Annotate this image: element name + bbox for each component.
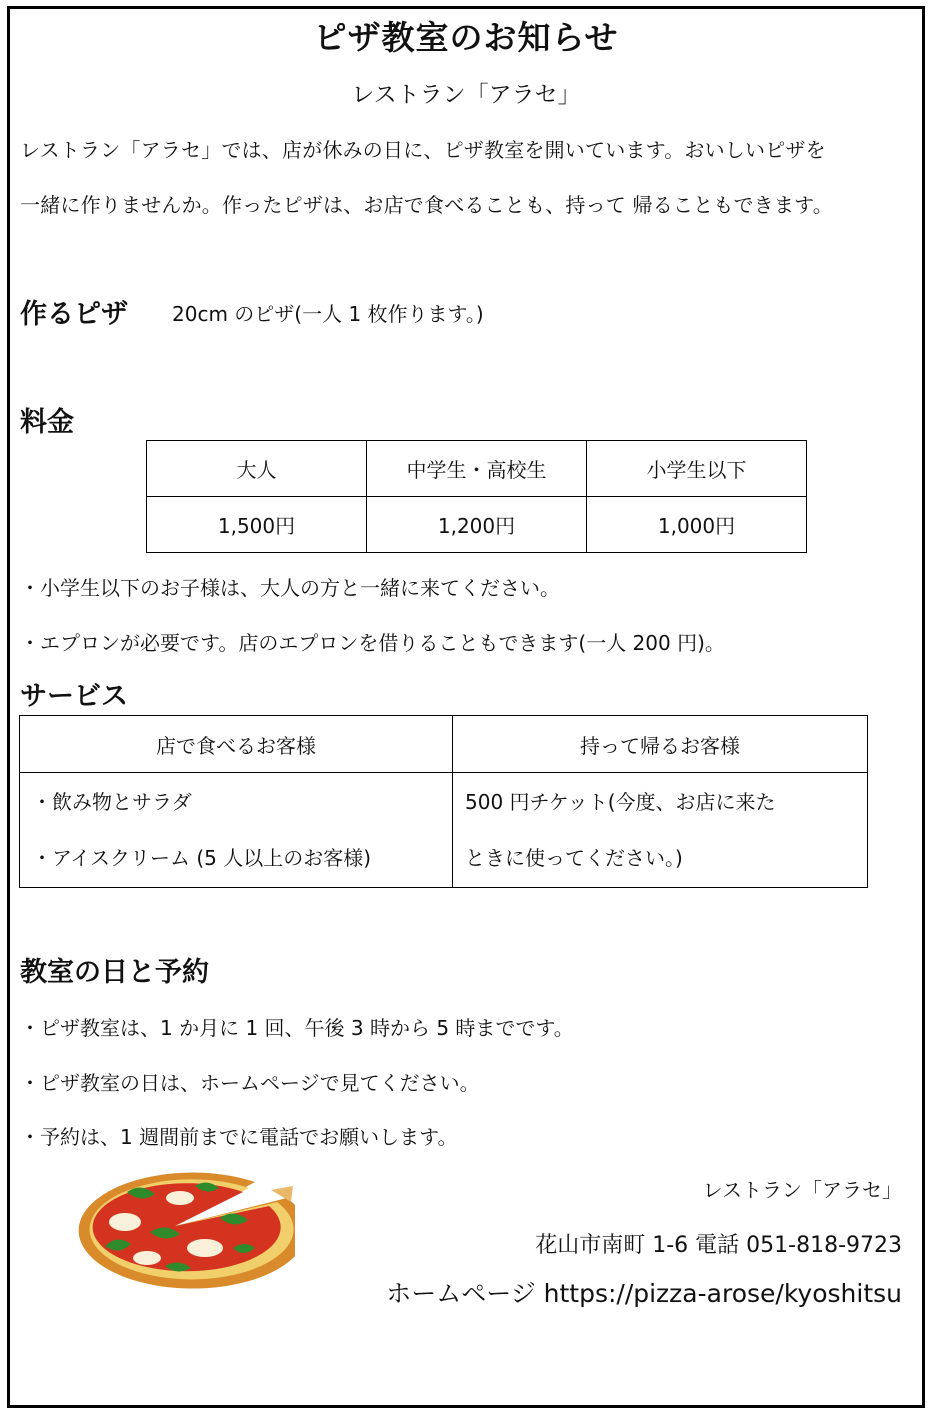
price-child: 1,000円	[587, 497, 807, 553]
schedule-line-2: ・ピザ教室の日は、ホームページで見てください。	[20, 1071, 480, 1095]
eat-in-item-1: ・飲み物とサラダ	[32, 790, 192, 814]
service-col-eat-in: 店で食べるお客様	[20, 716, 453, 773]
price-col-child: 小学生以下	[587, 441, 807, 497]
price-table-header-row	[147, 441, 807, 497]
fee-heading: 料金	[20, 407, 74, 438]
schedule-line-1: ・ピザ教室は、1 か月に 1 回、午後 3 時から 5 時までです。	[20, 1016, 574, 1040]
page-title: ピザ教室のお知らせ	[313, 18, 619, 57]
pizza-heading: 作るピザ	[20, 299, 128, 330]
take-out-line-2: ときに使ってください。)	[465, 846, 683, 870]
service-table-header-row	[20, 716, 868, 773]
service-table	[19, 715, 868, 888]
footer-address: 花山市南町 1-6 電話 051-818-9723	[535, 1233, 902, 1258]
take-out-line-1: 500 円チケット(今度、お店に来た	[465, 790, 776, 814]
take-out-cell	[453, 773, 868, 888]
service-col-take-out: 持って帰るお客様	[453, 716, 868, 773]
fee-note-1: ・小学生以下のお子様は、大人の方と一緒に来てください。	[20, 576, 560, 600]
pizza-icon	[55, 1162, 295, 1290]
service-heading: サービス	[20, 681, 128, 712]
intro-line-2: 一緒に作りませんか。作ったピザは、お店で食べることも、持って 帰ることもできます。	[20, 193, 833, 217]
eat-in-cell	[20, 773, 453, 888]
pizza-description: 20cm のピザ(一人 1 枚作ります。)	[172, 302, 484, 326]
price-table-value-row	[147, 497, 807, 553]
footer-homepage[interactable]: ホームページ https://pizza-arose/kyoshitsu	[386, 1279, 902, 1308]
price-student: 1,200円	[367, 497, 587, 553]
price-col-student: 中学生・高校生	[367, 441, 587, 497]
schedule-heading: 教室の日と予約	[20, 957, 209, 988]
eat-in-item-2: ・アイスクリーム (5 人以上のお客様)	[32, 846, 372, 870]
footer-restaurant-name: レストラン「アラセ」	[702, 1178, 902, 1202]
intro-line-1: レストラン「アラセ」では、店が休みの日に、ピザ教室を開いています。おいしいピザを	[20, 138, 826, 162]
schedule-line-3: ・予約は、1 週間前までに電話でお願いします。	[20, 1125, 458, 1149]
price-adult: 1,500円	[147, 497, 367, 553]
fee-note-2: ・エプロンが必要です。店のエプロンを借りることもできます(一人 200 円)。	[20, 631, 725, 655]
service-table-body-row	[20, 773, 868, 888]
price-col-adult: 大人	[147, 441, 367, 497]
price-table	[146, 440, 807, 553]
restaurant-subtitle: レストラン「アラセ」	[351, 82, 581, 108]
